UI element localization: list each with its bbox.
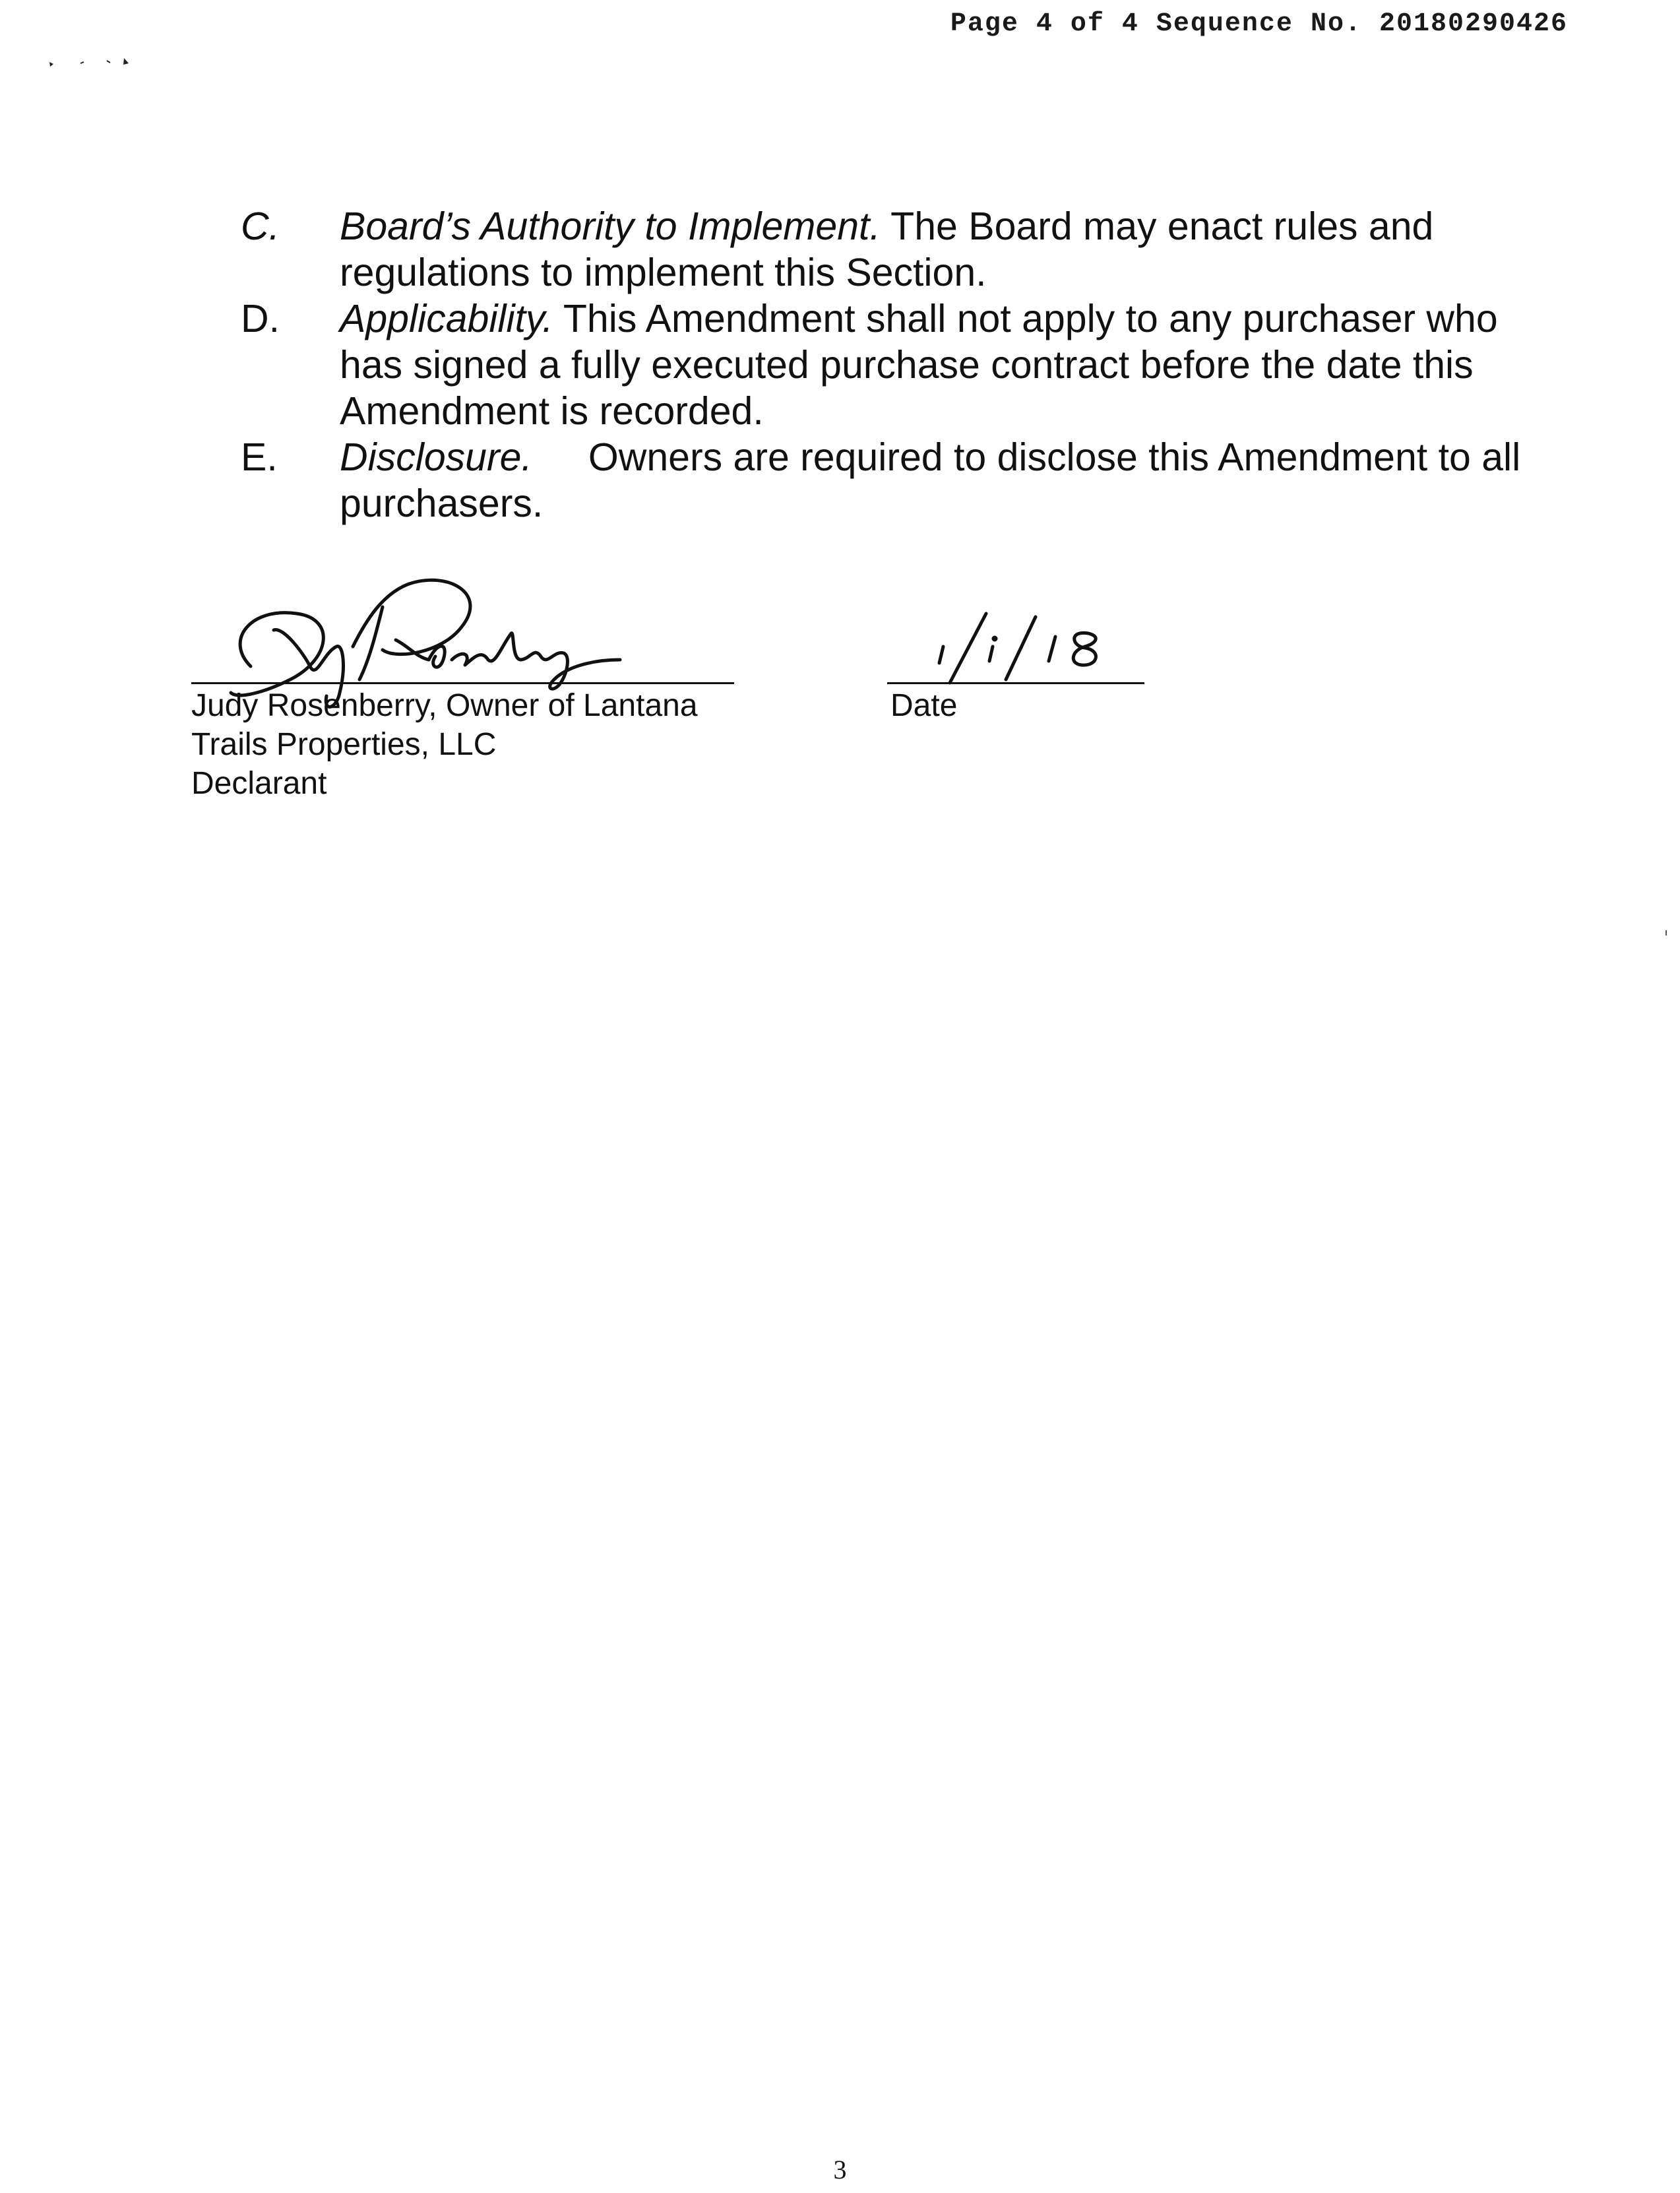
page-sequence-stamp: Page 4 of 4 Sequence No. 20180290426 — [950, 9, 1568, 39]
date-line — [887, 682, 1144, 684]
scan-specks — [46, 53, 145, 73]
signer-role-line: Declarant — [191, 766, 327, 801]
clause-text: This Amendment shall not apply to any purchaser who has signed a fully executed purchase contract before the date this Amendment is recorded. — [340, 297, 1498, 433]
clause-text: The Board may enact rules and regulations to implement this Section. — [340, 205, 1434, 294]
clause-letter: C. — [241, 205, 280, 248]
clause-text: Owners are required to disclose this Amendment to all purchasers. — [340, 435, 1521, 525]
clause-body — [340, 296, 1540, 434]
signature-line — [191, 682, 734, 684]
clause-letter: D. — [241, 297, 280, 340]
clause-body — [340, 434, 1540, 526]
signer-company-line: Trails Properties, LLC — [191, 727, 497, 762]
scan-edge-mark — [1665, 930, 1667, 936]
date-label: Date — [890, 688, 958, 723]
clause-body — [340, 203, 1540, 296]
handwritten-date — [923, 600, 1135, 686]
signer-block — [191, 686, 698, 803]
clause-title: Disclosure. — [340, 435, 532, 479]
clause-title: Applicability. — [340, 297, 553, 340]
signer-name-line: Judy Rosenberry, Owner of Lantana — [191, 688, 698, 723]
page-number: 3 — [833, 2155, 847, 2184]
clause-title: Board’s Authority to Implement. — [340, 205, 881, 248]
clause-letter: E. — [241, 435, 278, 479]
